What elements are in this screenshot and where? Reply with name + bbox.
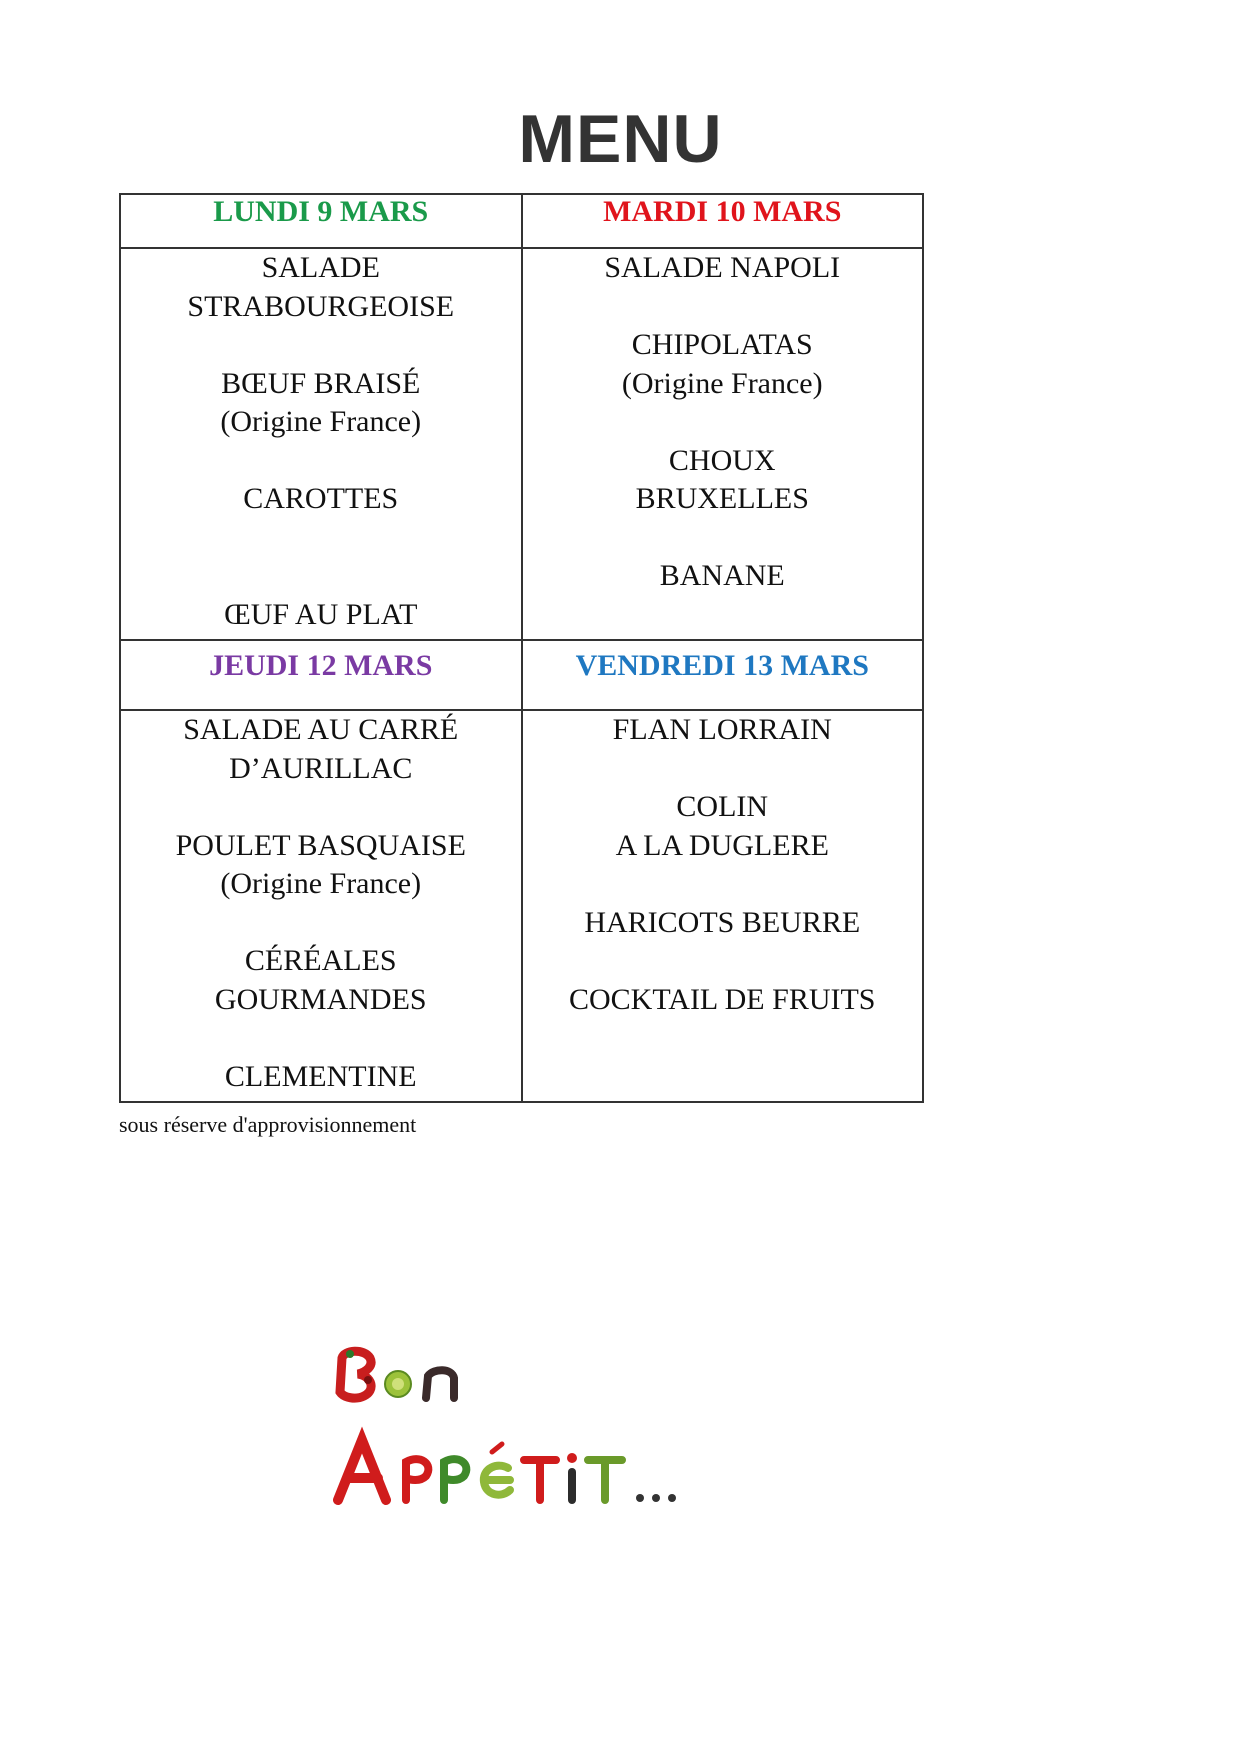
dish-line: ŒUF AU PLAT — [224, 597, 418, 631]
menu-table — [119, 193, 924, 1103]
supply-note: sous réserve d'approvisionnement — [119, 1112, 417, 1137]
blank-line — [523, 865, 923, 904]
dishes-monday — [120, 248, 522, 640]
dish-line: CLEMENTINE — [224, 1059, 417, 1093]
dish-line: SALADE — [261, 251, 380, 284]
dish-line: (Origine France) — [220, 867, 422, 900]
day-header-tuesday: MARDI 10 MARS — [522, 194, 924, 248]
dish-line: HARICOTS BEURRE — [584, 905, 861, 939]
dish-line: COLIN — [676, 790, 769, 823]
dishes-tuesday — [522, 248, 924, 640]
blank-line — [121, 442, 521, 481]
dishes-row — [120, 248, 923, 640]
logo-appetit — [338, 1440, 676, 1502]
dish-line: POULET BASQUAISE — [175, 828, 466, 862]
dish-line: BANANE — [659, 559, 785, 592]
dish-line: A LA DUGLERE — [615, 828, 829, 862]
blank-line — [121, 1019, 521, 1058]
blank-line — [523, 403, 923, 442]
day-header-monday: LUNDI 9 MARS — [120, 194, 522, 248]
day-header-row — [120, 194, 923, 248]
blank-line — [121, 326, 521, 365]
blank-line — [121, 788, 521, 827]
dish-line: SALADE AU CARRÉ — [183, 713, 459, 746]
dish-line: STRABOURGEOISE — [187, 289, 455, 323]
dish-line: SALADE NAPOLI — [604, 251, 841, 284]
blank-line — [121, 904, 521, 943]
dish-line: D’AURILLAC — [229, 751, 413, 785]
dishes-friday — [522, 710, 924, 1102]
dish-line: CAROTTES — [243, 482, 399, 515]
dish-line: BŒUF BRAISÉ — [221, 366, 421, 400]
blank-line — [523, 942, 923, 981]
dish-line: GOURMANDES — [214, 982, 427, 1016]
blank-line — [523, 519, 923, 558]
dishes-thursday — [120, 710, 522, 1102]
dish-line: CHOUX — [668, 443, 776, 477]
logo-bon — [340, 1350, 454, 1398]
dish-line: FLAN LORRAIN — [612, 713, 832, 746]
bon-appetit-logo — [330, 1340, 770, 1560]
blank-line — [523, 750, 923, 789]
dish-line: (Origine France) — [220, 405, 422, 438]
blank-line — [121, 519, 521, 558]
blank-line — [121, 557, 521, 596]
blank-line — [523, 288, 923, 327]
dish-line: BRUXELLES — [635, 482, 809, 515]
dish-line: COCKTAIL DE FRUITS — [569, 982, 876, 1016]
dishes-row — [120, 710, 923, 1102]
dish-line: CÉRÉALES — [244, 944, 397, 977]
dish-line: (Origine France) — [621, 366, 823, 400]
dish-line: CHIPOLATAS — [631, 328, 813, 361]
day-header-row — [120, 640, 923, 710]
day-header-friday: VENDREDI 13 MARS — [522, 640, 924, 710]
day-header-thursday: JEUDI 12 MARS — [120, 640, 522, 710]
page-title: MENU — [518, 101, 723, 177]
